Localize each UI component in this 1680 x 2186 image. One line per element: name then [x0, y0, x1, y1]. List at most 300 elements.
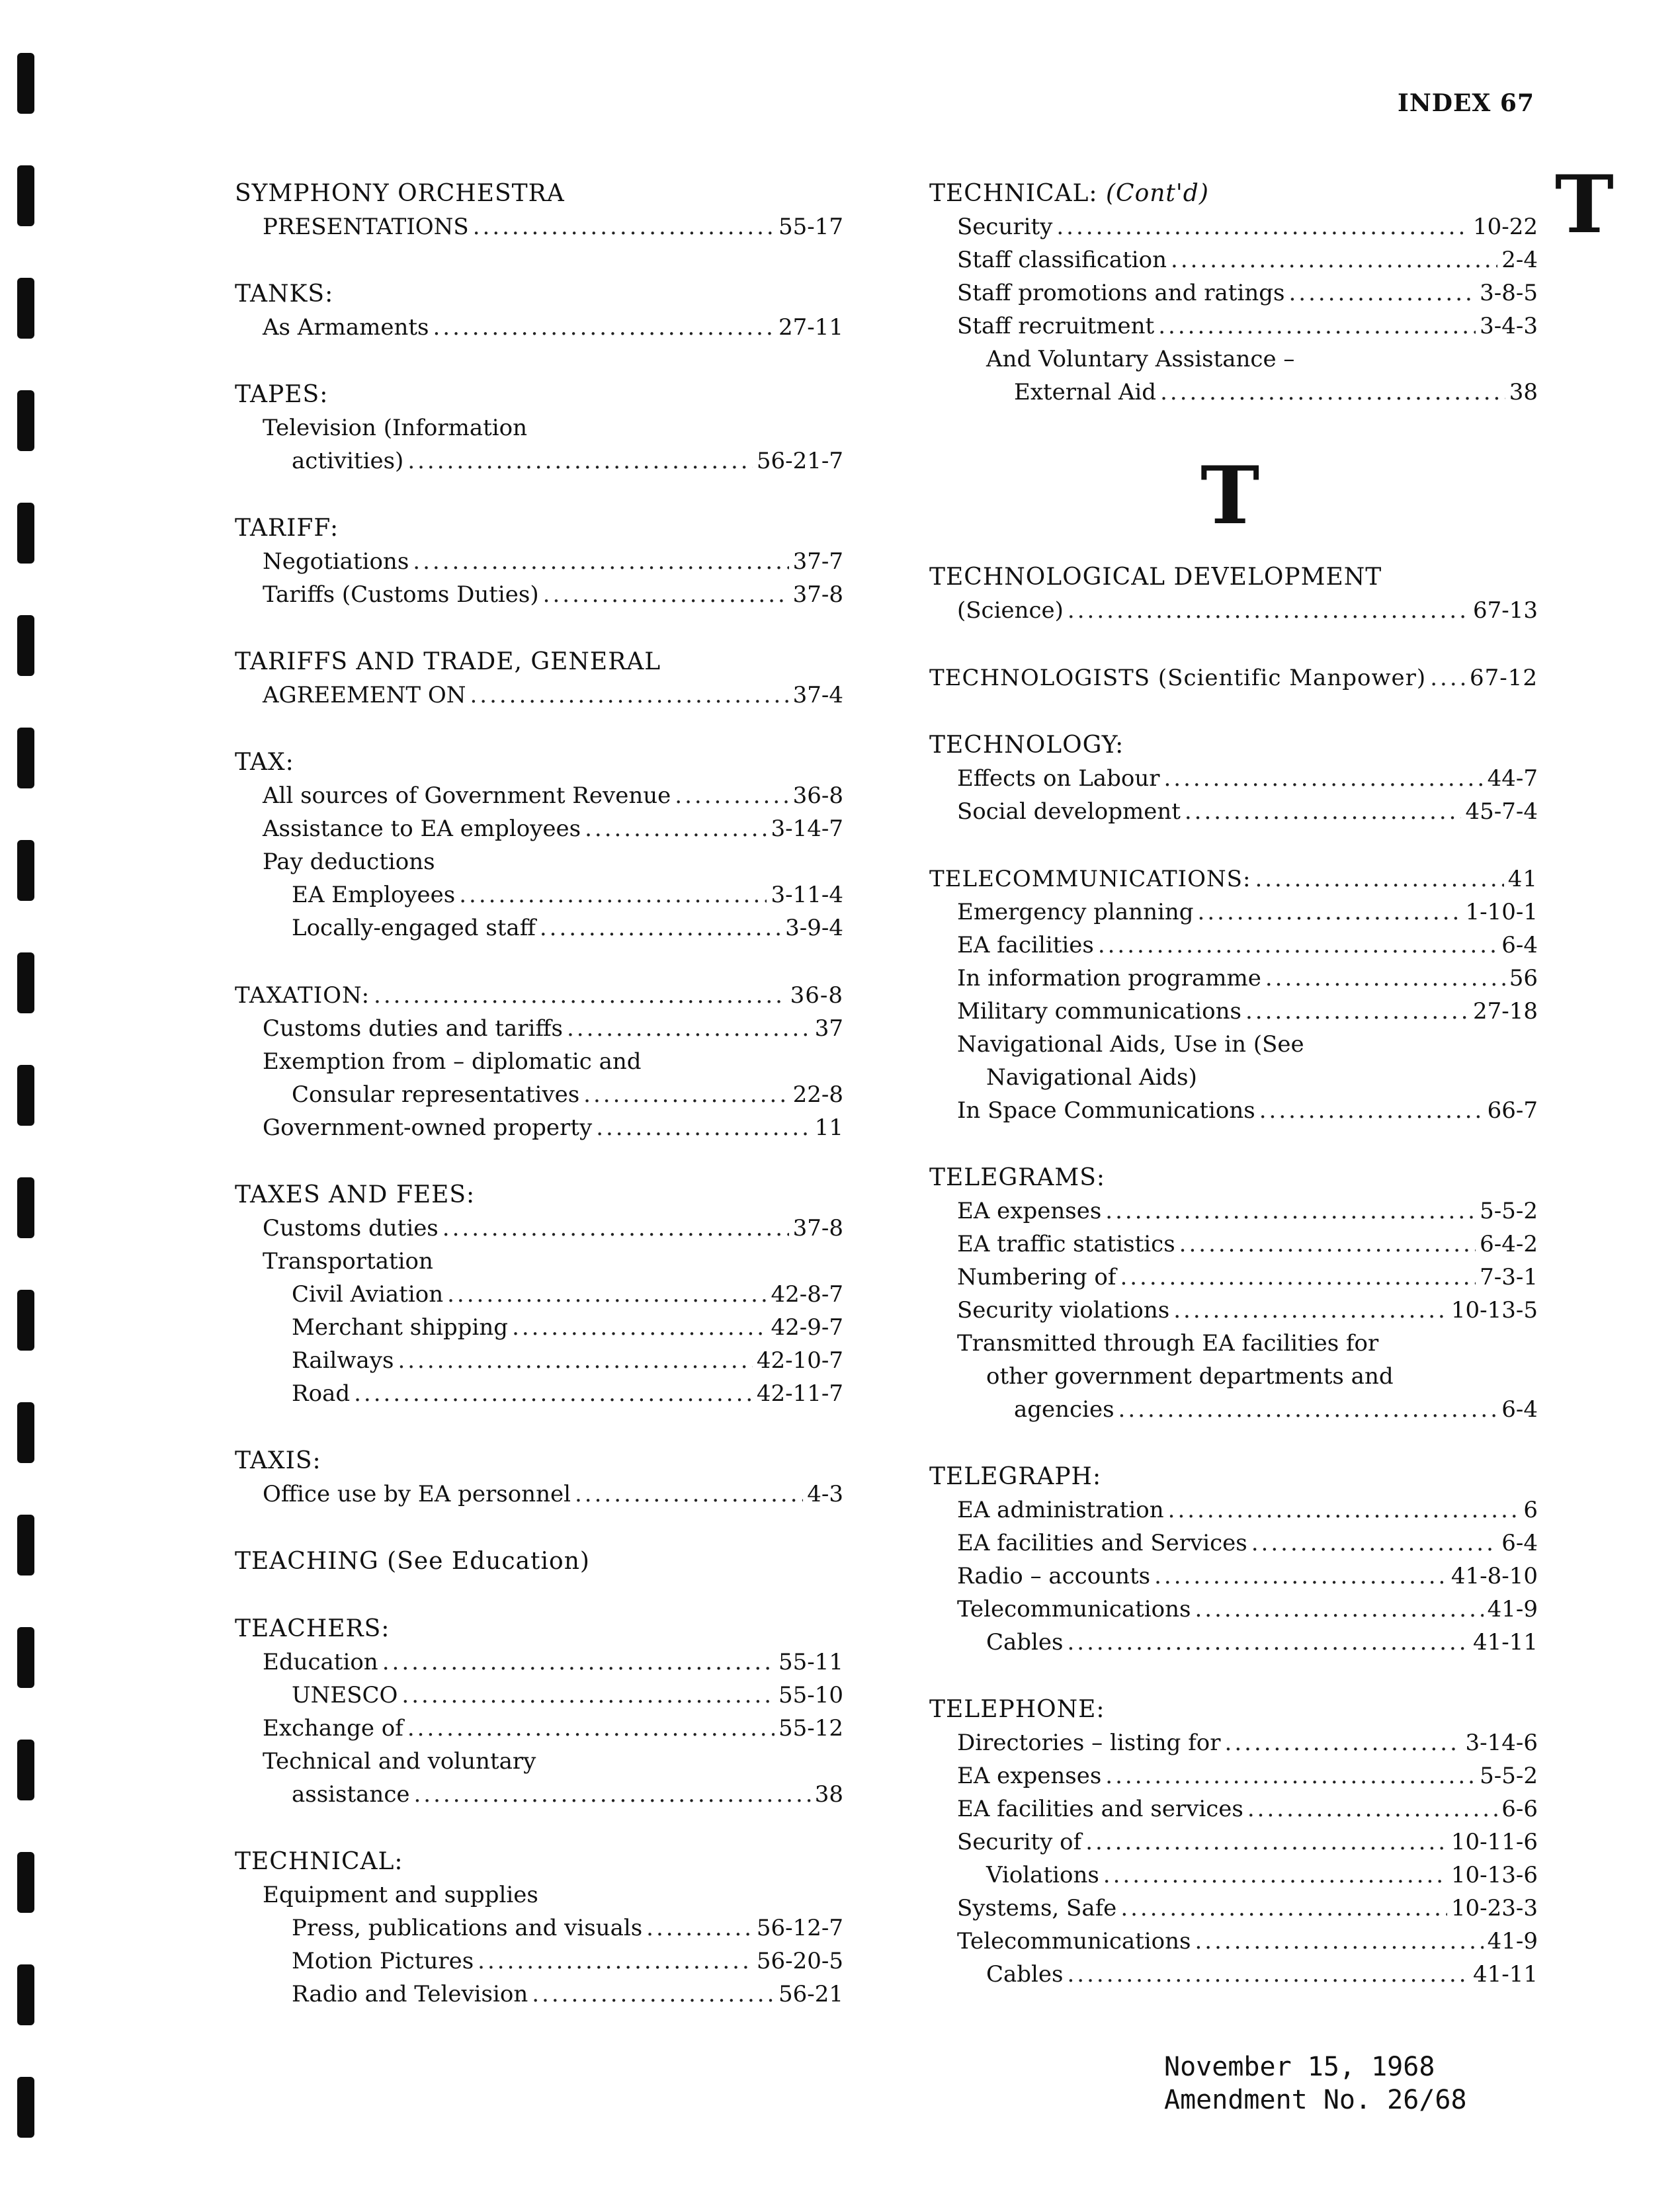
page-reference: 6-4 [1501, 932, 1538, 958]
dot-leader [596, 1111, 811, 1144]
index-entry [235, 1111, 843, 1144]
entry-label: Cables [986, 1629, 1064, 1656]
section-divider-letter: T [1200, 449, 1260, 542]
entry-label: EA facilities and Services [957, 1530, 1247, 1556]
dot-leader [1195, 1593, 1483, 1626]
entry-label: Customs duties and tariffs [263, 1015, 563, 1042]
index-heading [929, 1460, 1538, 1493]
heading-label: TEACHING (See Education) [235, 1548, 590, 1575]
page-reference: 37-7 [792, 548, 843, 575]
binder-hole [17, 2077, 34, 2138]
entry-label: Security of [957, 1829, 1082, 1855]
index-entry [929, 1626, 1538, 1659]
entry-label: Social development [957, 798, 1181, 825]
page-reference: 10-11-6 [1450, 1829, 1538, 1855]
page-reference: 66-7 [1487, 1097, 1538, 1124]
index-heading [929, 1693, 1538, 1726]
dot-leader [1168, 1493, 1520, 1527]
index-entry [929, 1792, 1538, 1826]
entry-label: Railways [292, 1347, 394, 1374]
page-reference: 11 [814, 1114, 843, 1141]
dot-leader [1098, 929, 1497, 962]
binder-hole [17, 1515, 34, 1576]
entry-label: In information programme [957, 965, 1261, 991]
index-heading [235, 1445, 843, 1478]
index-entry [235, 679, 843, 712]
index-entry [929, 1726, 1538, 1759]
entry-label: External Aid [1014, 379, 1157, 405]
entry-label: Technical and voluntary [263, 1748, 536, 1775]
page-reference: 38 [1509, 379, 1538, 405]
index-entry [235, 1045, 843, 1078]
entry-label: Merchant shipping [292, 1314, 509, 1341]
binder-margin [0, 0, 60, 2186]
index-entry [929, 1859, 1538, 1892]
index-heading [235, 1845, 843, 1878]
page-reference: 56-21 [778, 1981, 843, 2007]
dot-leader [398, 1344, 752, 1377]
binder-hole [17, 1402, 34, 1463]
entry-label: Radio and Television [292, 1981, 528, 2007]
index-entry [235, 1978, 843, 2011]
entry-label: Directories – listing for [957, 1730, 1221, 1756]
heading-label: TELEGRAMS: [929, 1164, 1105, 1191]
entry-label: Exchange of [263, 1715, 403, 1742]
index-entry [929, 310, 1538, 343]
page-reference: 37 [814, 1015, 843, 1042]
dot-leader [401, 1679, 775, 1712]
index-entry [929, 210, 1538, 243]
entry-label: Assistance to EA employees [263, 816, 581, 842]
index-entry [929, 962, 1538, 995]
page-reference: 42-11-7 [756, 1380, 843, 1407]
page-reference: 5-5-2 [1480, 1198, 1538, 1224]
index-entry [929, 1958, 1538, 1991]
index-entry [235, 1778, 843, 1811]
index-entry [929, 1759, 1538, 1792]
page-reference: 56 [1509, 965, 1538, 991]
footer-date: November 15, 1968 [1164, 2052, 1435, 2082]
page-reference: 56-21-7 [756, 448, 843, 474]
page-reference: 37-8 [792, 581, 843, 608]
index-entry [929, 276, 1538, 310]
entry-label: Emergency planning [957, 899, 1194, 925]
index-section [235, 646, 843, 712]
dot-leader [1251, 1527, 1498, 1560]
page-reference: 42-9-7 [771, 1314, 843, 1341]
index-entry [929, 243, 1538, 276]
entry-label: Telecommunications [957, 1596, 1191, 1622]
dot-leader [675, 779, 788, 812]
page-reference: 67-13 [1472, 597, 1538, 624]
entry-label: UNESCO [292, 1682, 398, 1708]
entry-label: Pay deductions [263, 849, 435, 875]
index-section [929, 1161, 1538, 1426]
entry-label: PRESENTATIONS [263, 214, 469, 240]
binder-hole [17, 728, 34, 788]
page-reference: 3-14-7 [771, 816, 843, 842]
heading-label: TAXATION: [235, 982, 370, 1009]
heading-label: TARIFF: [235, 515, 339, 542]
entry-label: Staff recruitment [957, 313, 1155, 339]
heading-label: TAXES AND FEES: [235, 1181, 476, 1208]
index-entry [929, 896, 1538, 929]
dot-leader [1118, 1393, 1498, 1426]
page-reference: 3-8-5 [1480, 280, 1538, 306]
dot-leader [1195, 1925, 1483, 1958]
index-entry [929, 1493, 1538, 1527]
index-entry [929, 1094, 1538, 1127]
page-reference: 6 [1523, 1497, 1538, 1523]
index-section [235, 1845, 843, 2011]
entry-label: Staff classification [957, 247, 1167, 273]
heading-label: TAPES: [235, 381, 329, 408]
entry-label: Education [263, 1649, 378, 1675]
index-heading [235, 1179, 843, 1212]
index-entry [235, 578, 843, 611]
index-entry [235, 1078, 843, 1111]
dot-leader [473, 210, 775, 243]
page-reference: 6-4 [1501, 1530, 1538, 1556]
dot-leader [1185, 795, 1462, 828]
index-entry [929, 343, 1538, 376]
dot-leader [646, 1912, 753, 1945]
dot-leader [1158, 310, 1476, 343]
dot-leader [583, 1078, 788, 1111]
dot-leader [1120, 1892, 1447, 1925]
index-entry [929, 762, 1538, 795]
index-entry [929, 1360, 1538, 1393]
dot-leader [382, 1646, 775, 1679]
entry-label: Negotiations [263, 548, 409, 575]
heading-label: TELECOMMUNICATIONS: [929, 866, 1251, 892]
index-section [235, 1445, 843, 1511]
entry-label: Government-owned property [263, 1114, 593, 1141]
index-entry [235, 1278, 843, 1311]
page-reference: 5-5-2 [1480, 1763, 1538, 1789]
dot-leader [585, 812, 767, 845]
dot-leader [1198, 896, 1462, 929]
dot-leader [1160, 376, 1505, 409]
entry-label: EA facilities and services [957, 1796, 1243, 1822]
entry-label: Road [292, 1380, 351, 1407]
entry-label: Tariffs (Customs Duties) [263, 581, 539, 608]
dot-leader [1247, 1792, 1497, 1826]
dot-leader [1154, 1560, 1447, 1593]
dot-leader [442, 1212, 789, 1245]
binder-hole [17, 390, 34, 451]
page-reference: 56-12-7 [756, 1915, 843, 1941]
page-reference: 37-4 [792, 682, 843, 708]
page-reference: 27-11 [778, 314, 843, 341]
page-reference: 41-8-10 [1450, 1563, 1538, 1589]
dot-leader [1255, 862, 1503, 896]
entry-label: EA expenses [957, 1198, 1102, 1224]
binder-hole [17, 1065, 34, 1126]
dot-leader [1430, 661, 1466, 694]
heading-label: TECHNOLOGISTS (Scientific Manpower) [929, 665, 1427, 691]
index-heading [235, 378, 843, 411]
index-entry [929, 929, 1538, 962]
page-reference: 4-3 [807, 1481, 843, 1507]
page-reference: 55-17 [778, 214, 843, 240]
entry-label: Numbering of [957, 1264, 1116, 1290]
entry-label: agencies [1014, 1396, 1114, 1423]
index-entry [929, 1061, 1538, 1094]
entry-label: Locally-engaged staff [292, 915, 536, 941]
heading-label: TECHNICAL: [929, 180, 1098, 207]
index-entry [235, 545, 843, 578]
index-section [235, 979, 843, 1144]
dot-leader [1068, 1626, 1469, 1659]
heading-label: TANKS: [235, 280, 334, 308]
index-entry [235, 1212, 843, 1245]
index-entry [235, 1745, 843, 1778]
entry-label: Customs duties [263, 1215, 439, 1241]
index-heading [235, 646, 843, 679]
dot-leader [543, 578, 789, 611]
index-entry [235, 1344, 843, 1377]
page-reference: 3-14-6 [1465, 1730, 1538, 1756]
entry-label: other government departments and [986, 1363, 1394, 1390]
dot-leader [1171, 243, 1497, 276]
index-heading [929, 729, 1538, 762]
dot-leader [567, 1012, 811, 1045]
dot-leader [413, 1778, 810, 1811]
page-reference: 3-9-4 [785, 915, 843, 941]
index-entry [929, 1294, 1538, 1327]
page-reference: 36-8 [792, 782, 843, 809]
entry-label: Navigational Aids) [986, 1064, 1197, 1091]
index-section [929, 1460, 1538, 1659]
index-heading [929, 561, 1538, 594]
dot-leader [374, 979, 786, 1012]
index-section [929, 862, 1538, 1127]
page-reference: 27-18 [1472, 998, 1538, 1025]
index-entry [929, 1560, 1538, 1593]
heading-label: TECHNOLOGICAL DEVELOPMENT [929, 564, 1382, 591]
entry-label: As Armaments [263, 314, 429, 341]
index-entry [929, 995, 1538, 1028]
index-entry [235, 444, 843, 478]
dot-leader [575, 1478, 803, 1511]
dot-leader [447, 1278, 767, 1311]
entry-label: Exemption from – diplomatic and [263, 1048, 642, 1075]
index-heading [235, 278, 843, 311]
page-reference: 2-4 [1501, 247, 1538, 273]
binder-hole [17, 1177, 34, 1238]
entry-label: (Science) [957, 597, 1064, 624]
index-entry [235, 1311, 843, 1344]
index-heading [929, 661, 1538, 694]
index-section [235, 177, 843, 243]
binder-hole [17, 1290, 34, 1351]
page-reference: 41 [1507, 866, 1538, 892]
index-entry [929, 1028, 1538, 1061]
page-reference: 56-20-5 [756, 1948, 843, 1974]
index-entry [235, 911, 843, 945]
entry-label: EA administration [957, 1497, 1164, 1523]
index-entry [929, 376, 1538, 409]
entry-label: Civil Aviation [292, 1281, 444, 1308]
index-entry [235, 878, 843, 911]
index-entry [235, 1679, 843, 1712]
dot-leader [512, 1311, 767, 1344]
index-entry [235, 1245, 843, 1278]
index-entry [929, 594, 1538, 627]
dot-leader [1245, 995, 1469, 1028]
dot-leader [1085, 1826, 1447, 1859]
entry-label: EA expenses [957, 1763, 1102, 1789]
page-reference: 3-11-4 [771, 882, 843, 908]
entry-label: In Space Communications [957, 1097, 1255, 1124]
dot-leader [1179, 1228, 1476, 1261]
index-entry [929, 1527, 1538, 1560]
entry-label: Security violations [957, 1297, 1170, 1324]
page-reference: 45-7-4 [1465, 798, 1538, 825]
index-heading [235, 1545, 843, 1578]
dot-leader [1120, 1261, 1476, 1294]
dot-leader [1173, 1294, 1447, 1327]
binder-hole [17, 165, 34, 226]
index-entry [929, 1228, 1538, 1261]
page-reference: 55-12 [778, 1715, 843, 1742]
index-entry [929, 1892, 1538, 1925]
binder-hole [17, 840, 34, 901]
dot-leader [407, 444, 753, 478]
index-heading [235, 746, 843, 779]
index-entry [235, 1478, 843, 1511]
index-entry [235, 812, 843, 845]
entry-label: Cables [986, 1961, 1064, 1988]
index-entry [235, 1912, 843, 1945]
page-reference: 22-8 [792, 1081, 843, 1108]
dot-leader [1056, 210, 1469, 243]
heading-label: TECHNICAL: [235, 1848, 403, 1875]
binder-hole [17, 615, 34, 676]
dot-leader [1105, 1759, 1476, 1792]
heading-label: TECHNOLOGY: [929, 732, 1124, 759]
entry-label: Effects on Labour [957, 765, 1160, 792]
index-heading [235, 177, 843, 210]
entry-label: Transportation [263, 1248, 433, 1275]
index-section [929, 177, 1538, 409]
index-section [929, 561, 1538, 627]
page-label: INDEX 67 [1398, 89, 1534, 117]
index-entry [929, 1393, 1538, 1426]
entry-label: Consular representatives [292, 1081, 580, 1108]
binder-hole [17, 1627, 34, 1688]
index-section [235, 1179, 843, 1410]
index-column-left [235, 177, 843, 2045]
dot-leader [532, 1978, 775, 2011]
index-entry [235, 411, 843, 444]
index-entry [235, 1878, 843, 1912]
page-reference: 7-3-1 [1480, 1264, 1538, 1290]
index-heading [929, 177, 1538, 210]
index-section [235, 278, 843, 344]
index-section [929, 661, 1538, 694]
page-reference: 44-7 [1487, 765, 1538, 792]
index-section [235, 746, 843, 945]
heading-label: TARIFFS AND TRADE, GENERAL [235, 648, 661, 675]
section-tab-letter: T [1554, 158, 1614, 251]
dot-leader [459, 878, 767, 911]
dot-leader [470, 679, 788, 712]
dot-leader [1103, 1859, 1447, 1892]
index-column-right [929, 177, 1538, 2025]
heading-label: TAXIS: [235, 1447, 321, 1474]
dot-leader [1163, 762, 1483, 795]
page-reference: 67-12 [1469, 665, 1538, 691]
entry-label: Staff promotions and ratings [957, 280, 1285, 306]
binder-hole [17, 503, 34, 564]
index-entry [235, 1012, 843, 1045]
page-reference: 1-10-1 [1465, 899, 1538, 925]
page-reference: 42-8-7 [771, 1281, 843, 1308]
page-reference: 10-23-3 [1450, 1895, 1538, 1921]
page-reference: 10-13-5 [1450, 1297, 1538, 1324]
dot-leader [1259, 1094, 1484, 1127]
index-section [235, 1613, 843, 1811]
page-reference: 41-9 [1487, 1596, 1538, 1622]
page-reference: 36-8 [790, 982, 843, 1009]
footer-amendment: Amendment No. 26/68 [1164, 2085, 1467, 2115]
page-reference: 10-13-6 [1450, 1862, 1538, 1888]
page-reference: 55-10 [778, 1682, 843, 1708]
dot-leader [354, 1377, 753, 1410]
entry-label: assistance [292, 1781, 410, 1808]
heading-label: SYMPHONY ORCHESTRA [235, 180, 565, 207]
dot-leader [1068, 1958, 1469, 1991]
index-entry [929, 1925, 1538, 1958]
dot-leader [1288, 276, 1476, 310]
page-reference: 38 [814, 1781, 843, 1808]
entry-label: Military communications [957, 998, 1241, 1025]
index-entry [235, 845, 843, 878]
page-reference: 6-4-2 [1480, 1231, 1538, 1257]
index-entry [929, 1261, 1538, 1294]
index-heading [929, 1161, 1538, 1195]
page-reference: 41-11 [1472, 1629, 1538, 1656]
entry-label: And Voluntary Assistance – [986, 346, 1295, 372]
entry-label: Telecommunications [957, 1928, 1191, 1955]
entry-label: All sources of Government Revenue [263, 782, 671, 809]
index-entry [929, 1327, 1538, 1360]
dot-leader [478, 1945, 753, 1978]
dot-leader [540, 911, 781, 945]
entry-label: Security [957, 214, 1053, 240]
binder-hole [17, 1852, 34, 1913]
dot-leader [1265, 962, 1505, 995]
heading-label: TELEGRAPH: [929, 1463, 1102, 1490]
entry-label: EA traffic statistics [957, 1231, 1175, 1257]
entry-label: activities) [292, 448, 404, 474]
entry-label: AGREEMENT ON [263, 682, 466, 708]
page-reference: 41-9 [1487, 1928, 1538, 1955]
entry-label: Transmitted through EA facilities for [957, 1330, 1379, 1357]
index-entry [929, 1593, 1538, 1626]
entry-label: EA Employees [292, 882, 456, 908]
binder-hole [17, 1964, 34, 2025]
index-section [235, 378, 843, 478]
index-heading [235, 512, 843, 545]
page-reference: 37-8 [792, 1215, 843, 1241]
page-reference: 41-11 [1472, 1961, 1538, 1988]
index-entry [235, 311, 843, 344]
index-entry [235, 1646, 843, 1679]
dot-leader [1068, 594, 1469, 627]
